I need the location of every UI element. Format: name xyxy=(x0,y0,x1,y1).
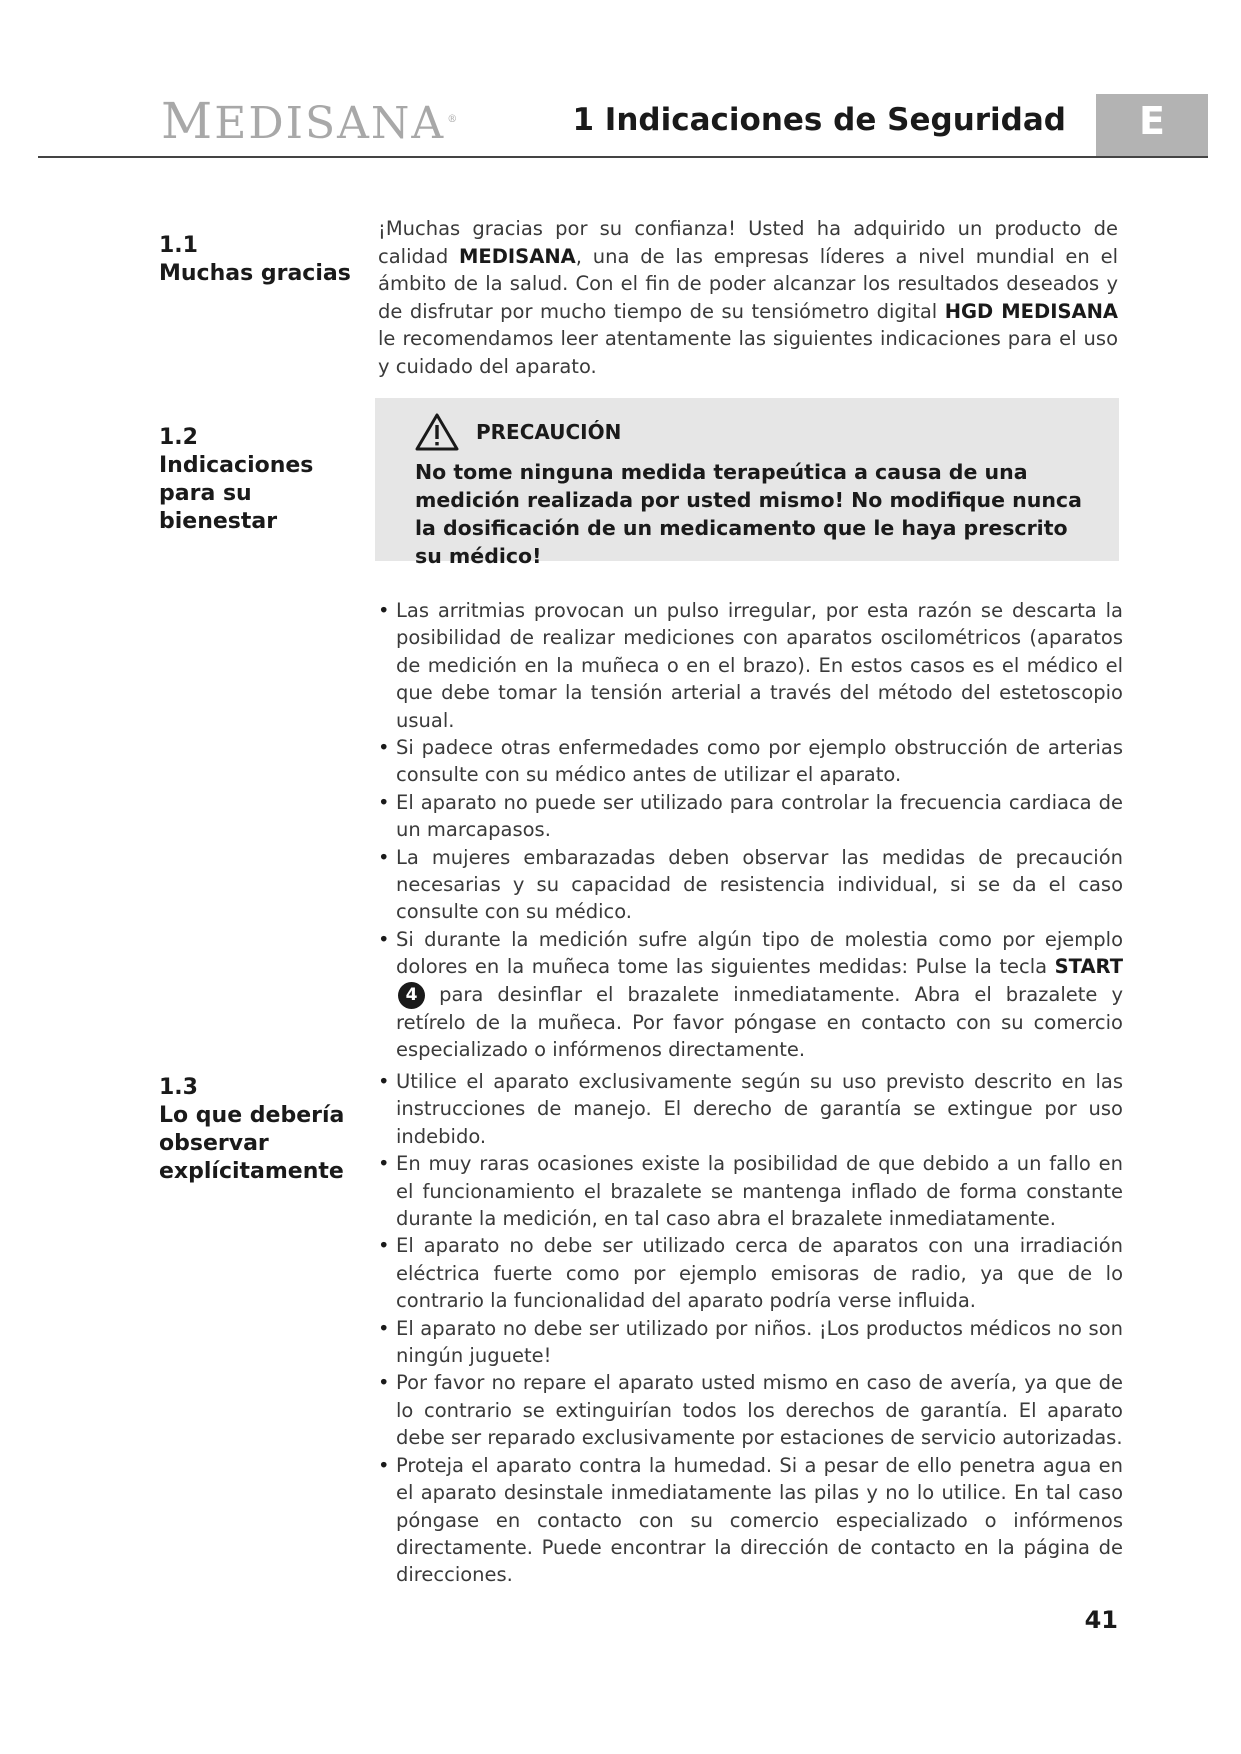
logo-rest: EDISANA xyxy=(214,98,446,149)
intro-product: HGD MEDISANA xyxy=(944,299,1118,323)
caution-box xyxy=(375,398,1119,568)
warning-triangle-icon xyxy=(415,412,459,452)
section-heading-1-3 xyxy=(159,1074,369,1186)
section-number: 1.2 xyxy=(159,425,198,450)
intro-brand: MEDISANA xyxy=(459,244,576,268)
wellbeing-list xyxy=(378,597,1123,1064)
item-text-after: para desinflar el brazalete inmediatamente. Abra el brazalete y retírelo de la muñeca. Por favor póngase en contacto con su comercio especializado o infórmenos directamente. xyxy=(396,982,1123,1062)
caution-title: PRECAUCIÓN xyxy=(476,420,622,444)
list-item: • En muy raras ocasiones existe la posibilidad de que debido a un fallo en el funcionamiento el brazalete se mantenga inflado de forma constante durante la medición, en tal caso abra el brazalete inmediatamente. xyxy=(378,1150,1123,1232)
section-title: Lo que debería observar explícitamente xyxy=(159,1103,345,1184)
section-heading-1-1 xyxy=(159,232,369,288)
start-key-label: START xyxy=(1054,955,1123,979)
list-item: • El aparato no puede ser utilizado para controlar la frecuencia cardiaca de un marcapasos. xyxy=(378,789,1123,844)
intro-text-2: , una de las empresas líderes a nivel mundial en el ámbito de la salud. Con el fin de poder alcanzar los resultados deseados y de disfrutar por mucho tiempo de su tensiómetro digital xyxy=(378,244,1118,323)
logo-initial: M xyxy=(161,92,215,150)
item-text-before: Si durante la medición sufre algún tipo de molestia como por ejemplo dolores en la muñeca tome las siguientes medidas: Pulse la tecla xyxy=(396,927,1123,979)
section-title: Indicaciones para su bienestar xyxy=(159,453,314,534)
section-heading-1-2 xyxy=(159,424,369,536)
number-badge-icon: 4 xyxy=(398,982,425,1009)
observe-list xyxy=(378,1068,1123,1589)
language-tab: E xyxy=(1096,94,1208,157)
intro-text-3: le recomendamos leer atentamente las siguientes indicaciones para el uso y cuidado del aparato. xyxy=(378,327,1118,378)
list-item xyxy=(378,926,1123,1064)
section-number: 1.1 xyxy=(159,233,198,258)
caution-text: No tome ninguna medida terapeútica a causa de una medición realizada por usted mismo! No modifique nunca la dosificación de un medicamento que le haya prescrito su médico! xyxy=(415,460,1082,568)
list-item: • La mujeres embarazadas deben observar las medidas de precaución necesarias y su capacidad de resistencia individual, si se da el caso consulte con su médico. xyxy=(378,844,1123,926)
logo-registered-mark: ® xyxy=(447,114,460,126)
intro-text-1: ¡Muchas gracias por su confianza! Usted ha adquirido un producto de calidad xyxy=(378,217,1118,268)
intro-paragraph xyxy=(378,215,1118,381)
section-title: Muchas gracias xyxy=(159,261,351,286)
medisana-logo xyxy=(161,92,459,150)
list-item: • Si padece otras enfermedades como por ejemplo obstrucción de arterias consulte con su médico antes de utilizar el aparato. xyxy=(378,734,1123,789)
page-number: 41 xyxy=(1084,1606,1118,1634)
caution-header xyxy=(415,410,1099,454)
header-divider xyxy=(38,156,1208,158)
list-item: • Las arritmias provocan un pulso irregular, por esta razón se descarta la posibilidad de realizar mediciones con aparatos oscilométricos (aparatos de medición en la muñeca o en el brazo). En estos casos es el médico el que debe tomar la tensión arterial a través del método del estetoscopio usual. xyxy=(378,597,1123,734)
list-item: • El aparato no debe ser utilizado por niños. ¡Los productos médicos no son ningún juguete! xyxy=(378,1315,1123,1370)
page-title: 1 Indicaciones de Seguridad xyxy=(572,102,1066,138)
list-item: • Proteja el aparato contra la humedad. Si a pesar de ello penetra agua en el aparato desinstale inmediatamente las pilas y no lo utilice. En tal caso póngase en contacto con su comercio especializado o infórmenos directamente. Puede encontrar la dirección de contacto en la página de direcciones. xyxy=(378,1452,1123,1589)
section-number: 1.3 xyxy=(159,1075,198,1100)
list-item: • Utilice el aparato exclusivamente según su uso previsto descrito en las instrucciones de manejo. El derecho de garantía se extingue por uso indebido. xyxy=(378,1068,1123,1150)
list-item: • El aparato no debe ser utilizado cerca de aparatos con una irradiación eléctrica fuerte como por ejemplo emisoras de radio, ya que de lo contrario la funcionalidad del aparato podría verse influida. xyxy=(378,1232,1123,1314)
list-item: • Por favor no repare el aparato usted mismo en caso de avería, ya que de lo contrario se extinguirían todos los derechos de garantía. El aparato debe ser reparado exclusivamente por estaciones de servicio autorizadas. xyxy=(378,1369,1123,1451)
